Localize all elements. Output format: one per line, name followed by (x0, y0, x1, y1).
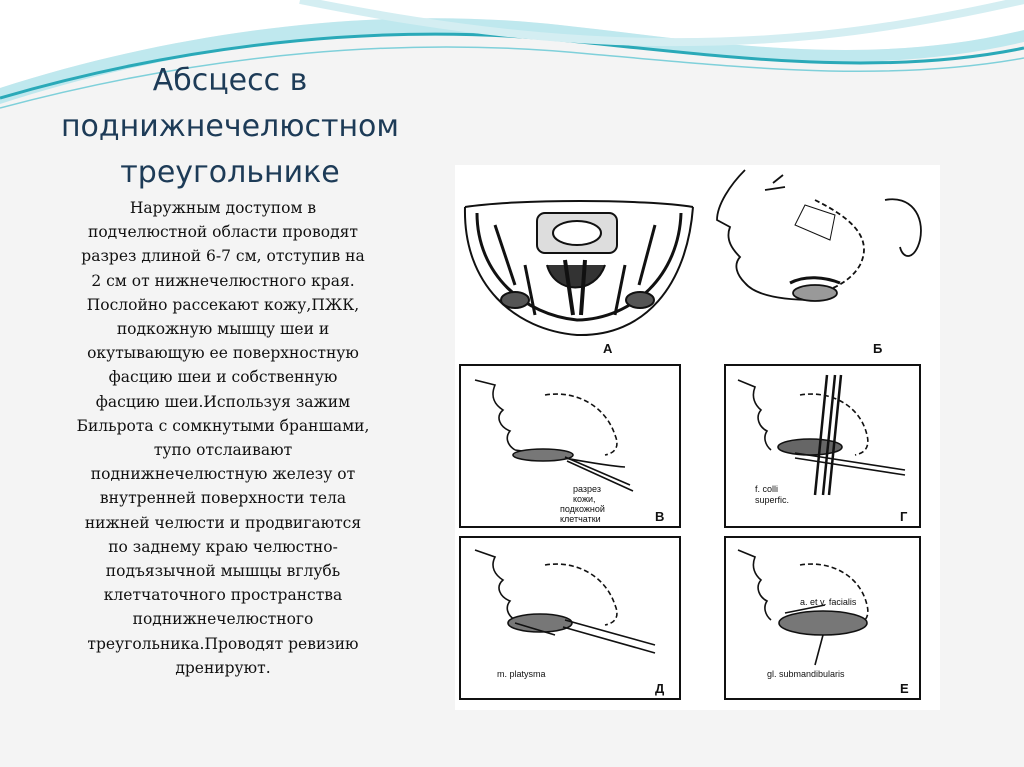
body-line: Наружным доступом в (129, 199, 317, 217)
title-line: Абсцесс в (152, 63, 308, 98)
body-line: подъязычной мышцы вглубь (105, 562, 341, 581)
body-line: треугольника.Проводят ревизию (87, 634, 359, 653)
body-line: фасцию шеи.Используя зажим (95, 392, 351, 411)
slide-title (20, 58, 440, 196)
panel-g-annotation: superfic. (755, 495, 790, 505)
body-line: фасцию шеи и собственную (108, 368, 338, 387)
body-line: поднижнечелюстного (132, 610, 314, 629)
panel-v-annotation: подкожной (560, 504, 605, 514)
body-line: нижней челюсти и продвигаются (84, 513, 362, 532)
panel-g-label: Г (900, 509, 908, 524)
panel-g-annotation: f. colli (755, 484, 779, 494)
panel-e-annotation-top: a. et v. facialis (800, 597, 857, 607)
panel-v-label: В (655, 509, 665, 524)
panel-v-annotation: разрез (573, 484, 601, 494)
body-line: по заднему краю челюстно- (108, 537, 338, 556)
surgical-illustration (455, 165, 940, 710)
body-line: разрез длиной 6-7 см, отступив на (81, 247, 365, 266)
body-line: дренируют. (175, 658, 271, 677)
panel-b-label: Б (873, 341, 883, 356)
title-line: треугольнике (120, 155, 340, 190)
body-line: подчелюстной области проводят (88, 223, 358, 242)
panel-v-annotation: кожи, (573, 494, 596, 504)
title-line: поднижнечелюстном (60, 109, 400, 144)
body-line: поднижнечелюстную железу от (90, 465, 356, 484)
panel-v-annotation: клетчатки (560, 514, 601, 524)
slide-body-text (48, 196, 398, 680)
panel-e-label: Е (900, 681, 909, 696)
panel-d-annotation: m. platysma (497, 669, 546, 679)
body-line: внутренней поверхности тела (99, 489, 347, 508)
body-line: клетчаточного пространства (103, 586, 343, 605)
body-line: Бильрота с сомкнутыми браншами, (76, 416, 370, 435)
body-line: Послойно рассекают кожу,ПЖК, (86, 295, 360, 314)
panel-e-annotation-bottom: gl. submandibularis (767, 669, 845, 679)
body-line: тупо отслаивают (153, 441, 293, 460)
body-line: 2 см от нижнечелюстного края. (91, 271, 355, 290)
panel-d-label: Д (655, 681, 665, 696)
body-line: окутывающую ее поверхностную (87, 344, 359, 363)
panel-a-label: А (603, 341, 613, 356)
body-line: подкожную мышцу шеи и (116, 320, 330, 339)
